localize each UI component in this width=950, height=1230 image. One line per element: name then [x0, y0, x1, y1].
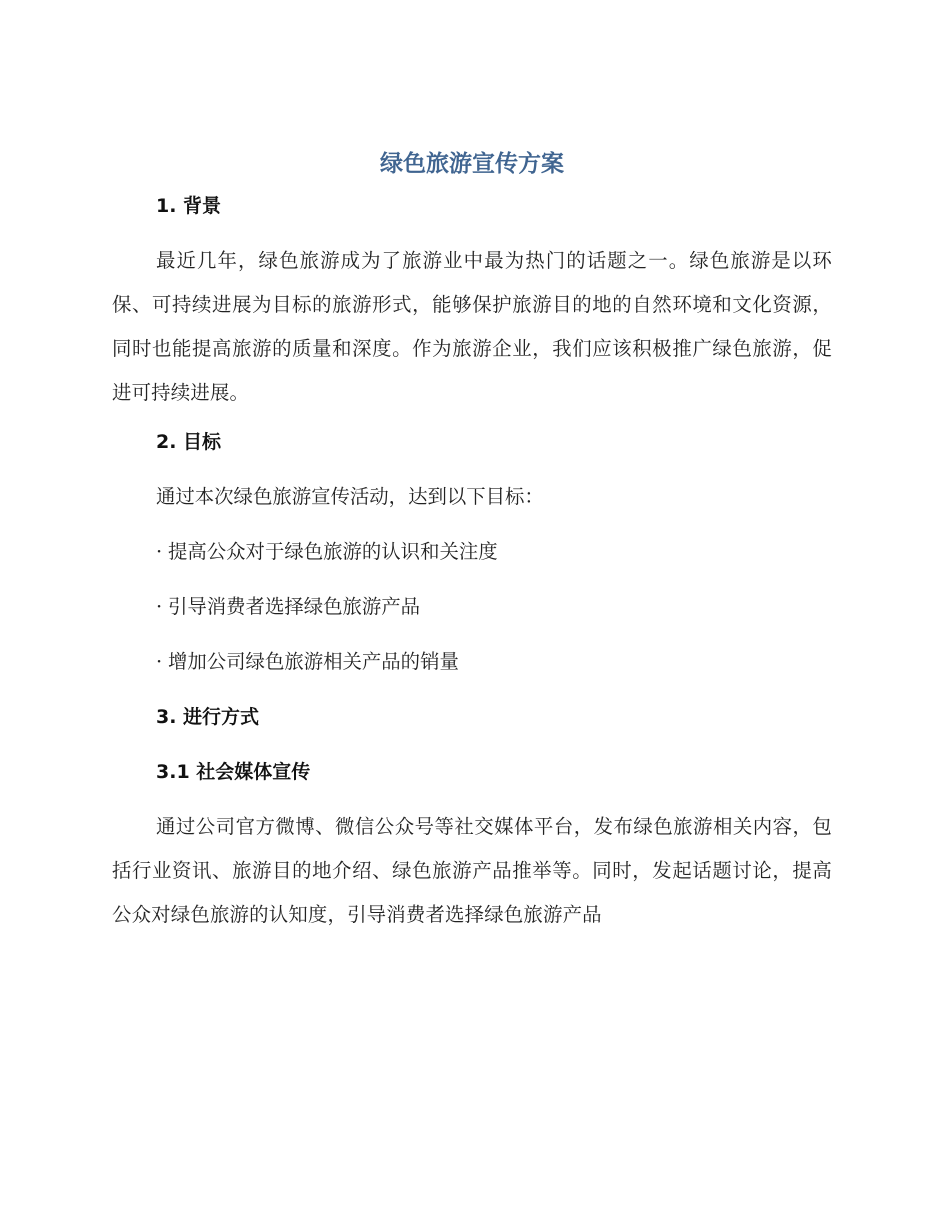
- social-media-paragraph: 通过公司官方微博、微信公众号等社交媒体平台，发布绿色旅游相关内容，包括行业资讯、旅游目的地介绍、绿色旅游产品推举等。同时，发起话题讨论，提高公众对绿色旅游的认知度，引导消费者选择绿色旅游产品: [112, 815, 832, 926]
- bullet-symbol: ·: [156, 540, 163, 563]
- subsection-heading-social-media: 3.1 社会媒体宣传: [156, 761, 311, 783]
- goal-item-text: 增加公司绿色旅游相关产品的销量: [168, 650, 459, 673]
- document-title: 绿色旅游宣传方案: [380, 151, 564, 177]
- section-heading-background: 1. 背景: [156, 195, 222, 217]
- background-paragraph: 最近几年，绿色旅游成为了旅游业中最为热门的话题之一。绿色旅游是以环保、可持续进展为目标的旅游形式，能够保护旅游目的地的自然环境和文化资源，同时也能提高旅游的质量和深度。作为旅游企业，我们应该积极推广绿色旅游，促进可持续进展。: [112, 249, 832, 404]
- goal-item: [156, 647, 459, 677]
- document-page: [112, 0, 832, 1230]
- goal-item: [156, 537, 498, 567]
- goal-item: [156, 592, 420, 622]
- goal-item-text: 提高公众对于绿色旅游的认识和关注度: [168, 540, 498, 563]
- section-heading-methods: 3. 进行方式: [156, 706, 260, 728]
- goals-intro: 通过本次绿色旅游宣传活动，达到以下目标：: [156, 485, 544, 508]
- bullet-symbol: ·: [156, 650, 163, 673]
- bullet-symbol: ·: [156, 595, 163, 618]
- goal-item-text: 引导消费者选择绿色旅游产品: [168, 595, 421, 618]
- section-heading-goals: 2. 目标: [156, 431, 222, 453]
